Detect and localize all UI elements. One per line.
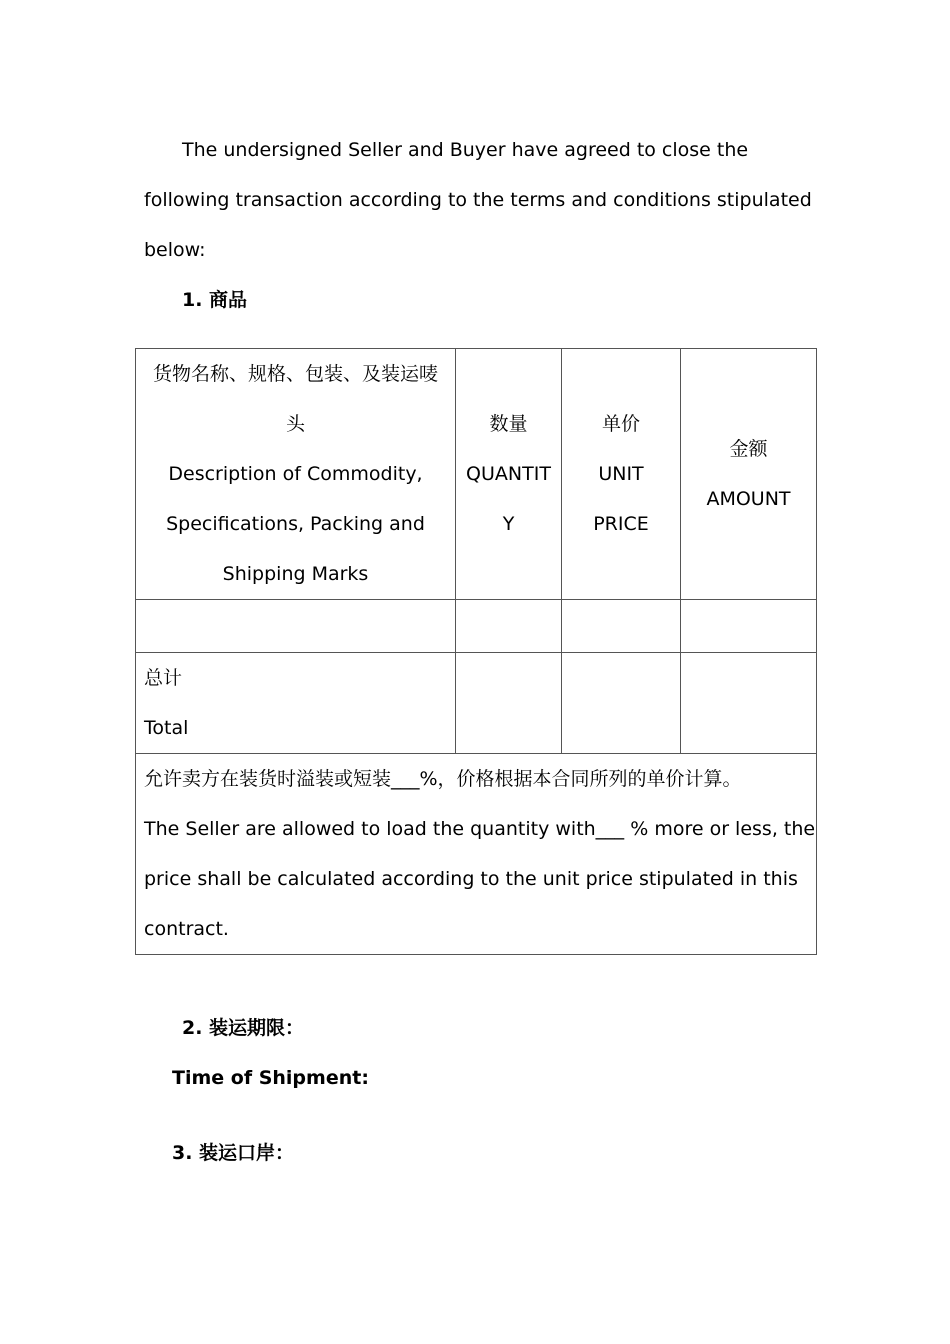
total-quantity xyxy=(456,653,562,754)
total-label: 总计 Total xyxy=(136,653,456,754)
section-3-heading: 3. 装运口岸： xyxy=(172,1142,295,1164)
header-description: 货物名称、规格、包装、及装运唛 头 Description of Commodity, Specifications, Packing and Shipping Marks xyxy=(136,349,456,600)
section-1-heading: 1. 商品 xyxy=(182,289,248,311)
header-quantity: 数量 QUANTIT Y xyxy=(456,349,562,600)
section-2-subheading: Time of Shipment: xyxy=(172,1067,369,1089)
cell-unit-price xyxy=(562,600,681,653)
section-2-heading: 2. 装运期限： xyxy=(182,1017,305,1039)
cell-quantity xyxy=(456,600,562,653)
goods-table xyxy=(135,348,817,955)
tolerance-note: 允许卖方在装货时溢装或短装___%，价格根据本合同所列的单价计算。 The Seller are allowed to load the quantity with___ % more or less, the price shall be calculated according to the unit price stipulated in this contract. xyxy=(136,754,817,955)
total-row xyxy=(136,653,817,754)
header-amount: 金额 AMOUNT xyxy=(681,349,817,600)
table-header-row xyxy=(136,349,817,600)
cell-amount xyxy=(681,600,817,653)
header-unit-price: 单价 UNIT PRICE xyxy=(562,349,681,600)
intro-line-3: below: xyxy=(144,239,206,261)
intro-line-1: The undersigned Seller and Buyer have agreed to close the xyxy=(182,139,749,161)
total-unit-price xyxy=(562,653,681,754)
cell-description xyxy=(136,600,456,653)
total-amount xyxy=(681,653,817,754)
tolerance-note-row xyxy=(136,754,817,955)
table-row xyxy=(136,600,817,653)
intro-line-2: following transaction according to the terms and conditions stipulated xyxy=(144,189,812,211)
